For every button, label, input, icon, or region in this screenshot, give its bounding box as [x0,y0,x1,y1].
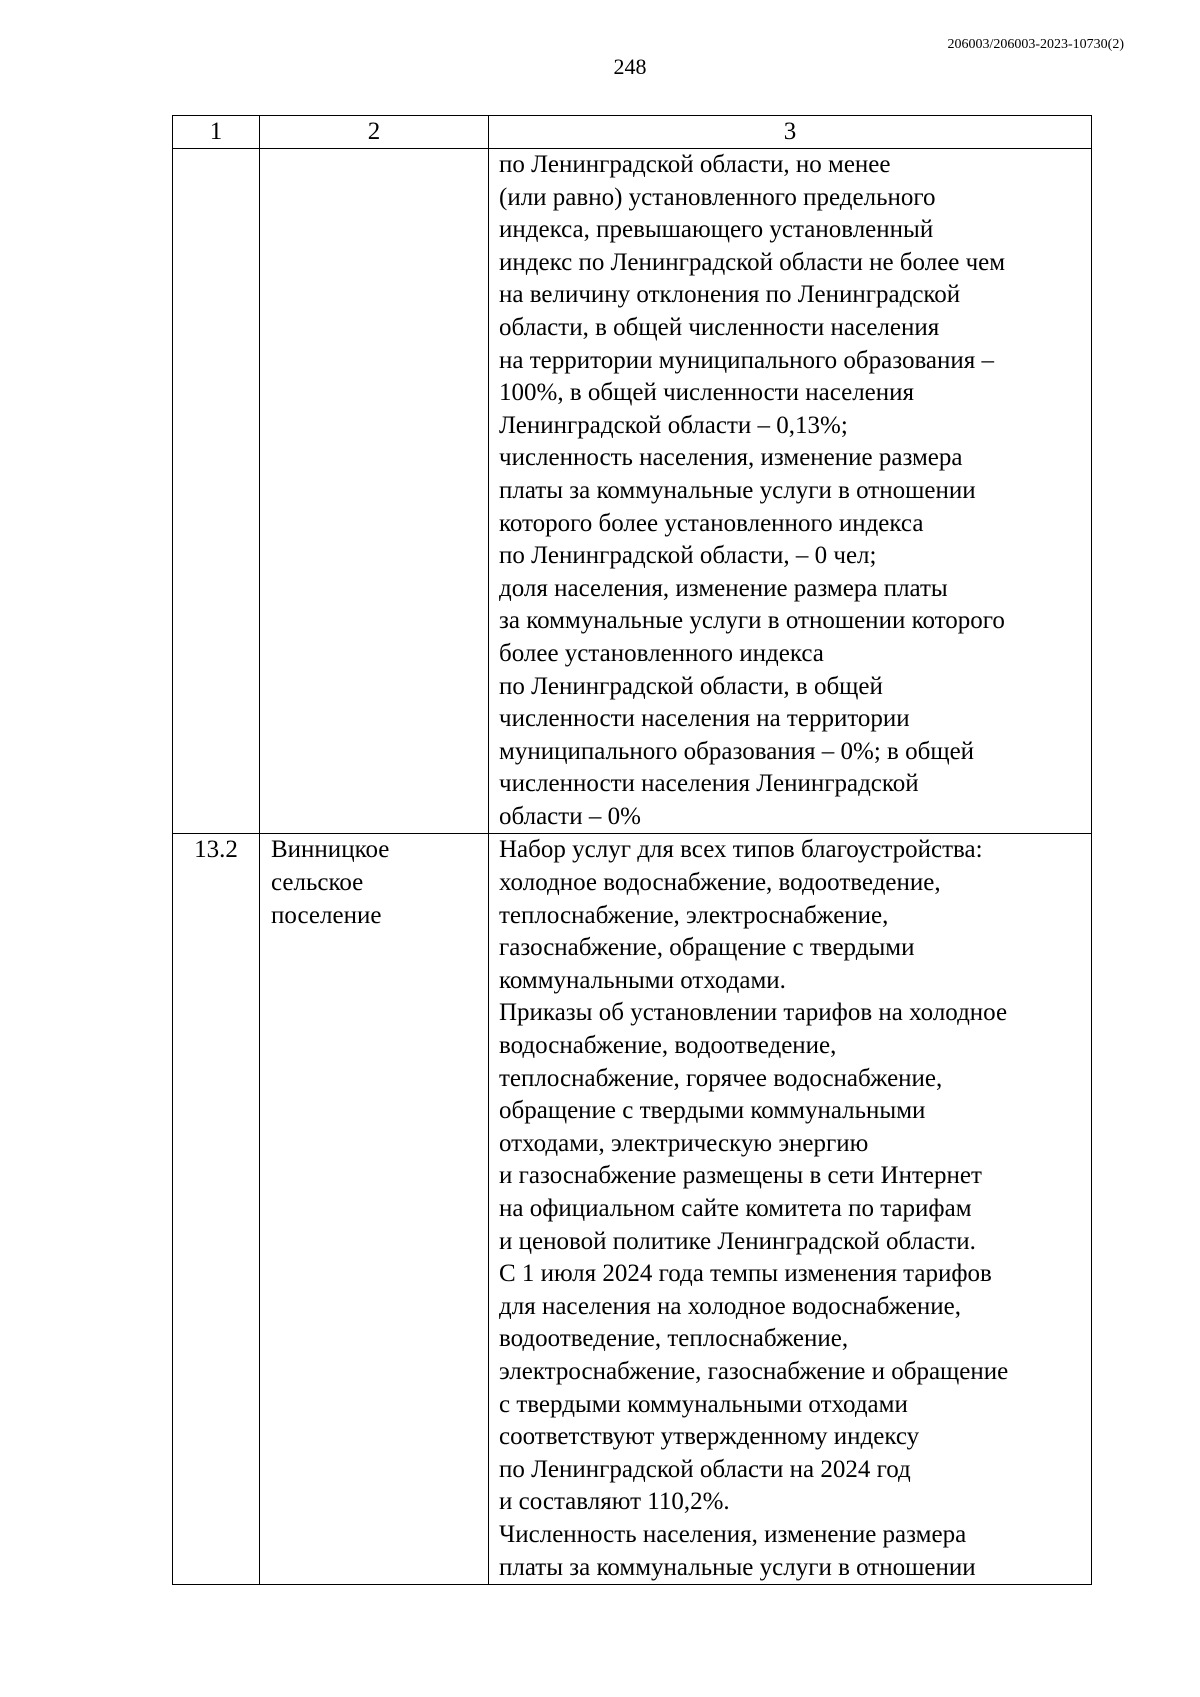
text-line: и газоснабжение размещены в сети Интернет [499,1162,982,1190]
text-line: индекса, превышающего установленный [499,216,934,244]
text-line: индекс по Ленинградской области не более чем [499,248,1006,276]
text-line: С 1 июля 2024 года темпы изменения тарифов [499,1260,992,1288]
table-row [173,149,1092,834]
document-id: 206003/206003-2023-10730(2) [947,37,1124,52]
text-line: теплоснабжение, электроснабжение, [499,901,889,929]
text-line: Винницкое [271,836,390,864]
text-line: муниципального образования – 0%; в общей [499,737,975,765]
text-line: с твердыми коммунальными отходами [499,1390,908,1418]
text-line: по Ленинградской области, – 0 чел; [499,542,877,570]
text-line: по Ленинградской области, в общей [499,672,883,700]
text-line: и составляют 110,2%. [499,1488,730,1516]
description-cell [489,834,1092,1585]
text-line: для населения на холодное водоснабжение, [499,1292,962,1320]
text-line: платы за коммунальные услуги в отношении [499,1553,976,1581]
text-line: на величину отклонения по Ленинградской [499,281,961,309]
settlement-name-cell [260,149,489,834]
text-line: за коммунальные услуги в отношении которого [499,607,1005,635]
text-line: электроснабжение, газоснабжение и обращение [499,1357,1009,1385]
column-header-3: 3 [489,116,1092,149]
text-line: Ленинградской области – 0,13%; [499,411,848,439]
text-line: газоснабжение, обращение с твердыми [499,934,915,962]
document-table [172,115,1092,1585]
text-line: по Ленинградской области на 2024 год [499,1455,911,1483]
text-line: области, в общей численности населения [499,313,940,341]
text-line: теплоснабжение, горячее водоснабжение, [499,1064,943,1092]
table-row [173,834,1092,1585]
text-line: Приказы об установлении тарифов на холодное [499,999,1008,1027]
text-line: обращение с твердыми коммунальными [499,1097,926,1125]
text-line: (или равно) установленного предельного [499,183,936,211]
text-line: и ценовой политике Ленинградской области. [499,1227,976,1255]
row-number-cell: 13.2 [173,834,260,1585]
text-line: численности населения Ленинградской [499,770,919,798]
text-line: области – 0% [499,802,641,830]
text-line: Набор услуг для всех типов благоустройства: [499,836,983,864]
row-number-cell [173,149,260,834]
text-line: которого более установленного индекса [499,509,924,537]
text-line: поселение [271,901,382,929]
text-line: более установленного индекса [499,639,824,667]
column-header-2: 2 [260,116,489,149]
text-line: отходами, электрическую энергию [499,1129,869,1157]
text-line: на официальном сайте комитета по тарифам [499,1195,972,1222]
table-header-row [173,116,1092,149]
column-header-1: 1 [173,116,260,149]
text-line: соответствуют утвержденному индексу [499,1423,920,1451]
settlement-name-cell [260,834,489,1585]
text-line: коммунальными отходами. [499,966,786,994]
text-line: численность населения, изменение размера [499,444,963,472]
text-line: 100%, в общей численности населения [499,379,915,407]
text-line: платы за коммунальные услуги в отношении [499,476,976,504]
text-line: холодное водоснабжение, водоотведение, [499,869,941,897]
text-line: Численность населения, изменение размера [499,1520,967,1548]
text-line: доля населения, изменение размера платы [499,574,948,602]
text-line: водоотведение, теплоснабжение, [499,1325,849,1353]
text-line: по Ленинградской области, но менее [499,151,891,178]
text-line: численности населения на территории [499,705,910,733]
text-line: на территории муниципального образования – [499,346,995,374]
description-cell [489,149,1092,834]
text-line: сельское [271,869,364,897]
page-number: 248 [613,54,647,79]
text-line: водоснабжение, водоотведение, [499,1032,837,1060]
